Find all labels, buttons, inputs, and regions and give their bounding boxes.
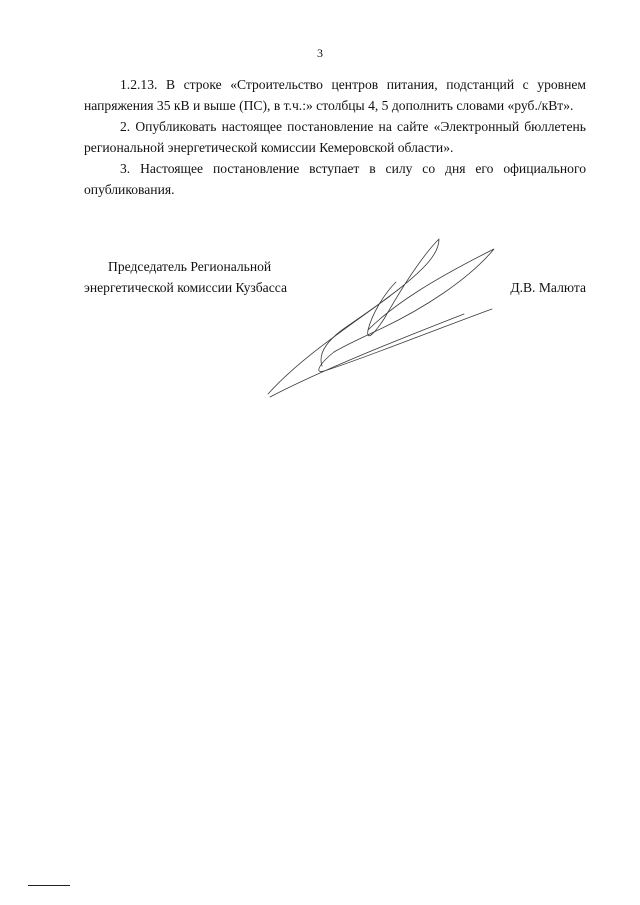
paragraph-1-2-13: 1.2.13. В строке «Строительство центров питания, подстанций с уровнем напряжения 35 кВ и выше (ПС), в т.ч.:» столбцы 4, 5 дополнить словами «руб./кВт». bbox=[84, 77, 586, 113]
signatory-name: Д.В. Малюта bbox=[510, 280, 586, 295]
document-body bbox=[84, 74, 586, 200]
paragraph-effective-date: 3. Настоящее постановление вступает в силу со дня его официального опубликования. bbox=[84, 161, 586, 197]
signatory-title-line-2: энергетической комиссии Кузбасса bbox=[84, 280, 287, 295]
signatory-title-line-1: Председатель Региональной bbox=[108, 259, 272, 274]
handwritten-signature bbox=[264, 234, 504, 424]
signature-block bbox=[84, 256, 586, 416]
footer-rule bbox=[28, 885, 70, 886]
page-number: 3 bbox=[317, 46, 323, 60]
paragraph-publish: 2. Опубликовать настоящее постановление на сайте «Электронный бюллетень региональной энергетической комиссии Кемеровской области». bbox=[84, 119, 586, 155]
